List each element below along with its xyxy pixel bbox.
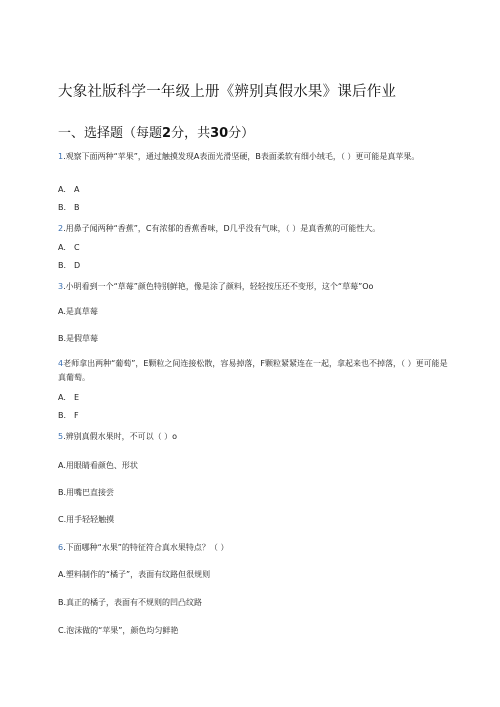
section-heading-mid: 分，共	[171, 126, 211, 141]
section-heading-points: 2	[162, 126, 172, 141]
question-6	[58, 541, 453, 555]
question-number: 3	[58, 282, 64, 291]
option-text: C	[74, 243, 80, 252]
section-heading	[58, 122, 478, 141]
q4-option-a[interactable]	[58, 392, 79, 404]
q5-option-a[interactable]: A.用眼睛看颜色、形状	[58, 461, 138, 470]
q6-option-c[interactable]: C.泡沫做的“苹果”，颜色均匀鲜艳	[58, 626, 179, 635]
option-letter: B.	[58, 261, 67, 270]
option-letter: B.	[58, 203, 67, 212]
question-number: 4	[58, 359, 64, 368]
option-text: B	[74, 203, 80, 212]
question-2	[58, 222, 453, 236]
q2-option-a[interactable]	[58, 242, 80, 254]
q5-option-b[interactable]: B.用嘴巴直接尝	[58, 488, 115, 497]
option-text: D	[74, 261, 81, 270]
question-text: .下面哪种“水果”的特征符合真水果特点？（ ）	[63, 543, 229, 552]
option-letter: A.	[58, 185, 66, 194]
question-number: 5	[58, 432, 64, 441]
question-number: 6	[58, 543, 64, 552]
option-letter: A.	[58, 243, 66, 252]
q3-option-a[interactable]: A.是真草莓	[58, 307, 98, 316]
q3-option-b[interactable]: B.是假草莓	[58, 334, 99, 343]
q4-option-b[interactable]	[58, 410, 79, 422]
option-text: F	[74, 411, 79, 420]
question-number: 1	[58, 152, 64, 161]
q1-option-a[interactable]	[58, 184, 79, 196]
option-text: A	[74, 185, 80, 194]
q6-option-b[interactable]: B.真正的橘子，表面有不规则的凹凸纹路	[58, 598, 203, 607]
question-text: .辨别真假水果时，不可以（ ）o	[63, 432, 178, 441]
question-text: 老师拿出两种“葡萄”，E颗粒之间连接松散，容易掉落，F颗粒紧紧连在一起，拿起来也不掉落，（ ）更可能是真葡萄。	[58, 359, 448, 382]
q1-option-b[interactable]	[58, 202, 80, 214]
section-heading-post: 分）	[228, 126, 255, 141]
option-letter: B.	[58, 411, 67, 420]
question-text: .小明看到一个“草莓”颜色特别鲜艳，像是涂了颜料，轻轻按压还不变形，这个“草莓”Oo	[63, 282, 374, 291]
question-5	[58, 430, 453, 444]
q5-option-c[interactable]: C.用手轻轻触摸	[58, 515, 115, 524]
page-title: 大象社版科学一年级上册《辨别真假水果》课后作业	[58, 84, 397, 100]
q2-option-b[interactable]	[58, 260, 80, 272]
section-heading-pre: 一、选择题（每题	[58, 126, 163, 141]
question-text: .观察下面两种“苹果”，通过触摸发现A表面光滑坚硬，B表面柔软有细小绒毛，（ ）更可能是真苹果。	[63, 152, 420, 161]
q6-option-a[interactable]: A.塑料制作的“橘子”，表面有纹路但很规则	[58, 570, 211, 579]
question-4	[58, 357, 453, 385]
question-number: 2	[58, 224, 64, 233]
option-letter: A.	[58, 393, 66, 402]
question-3	[58, 280, 453, 294]
option-text: E	[74, 393, 80, 402]
question-1	[58, 150, 453, 164]
section-heading-total: 30	[210, 126, 229, 141]
question-text: .用鼻子闻两种“香蕉”，C有浓郁的香蕉香味，D几乎没有气味，（ ）是真香蕉的可能性大。	[63, 224, 381, 233]
